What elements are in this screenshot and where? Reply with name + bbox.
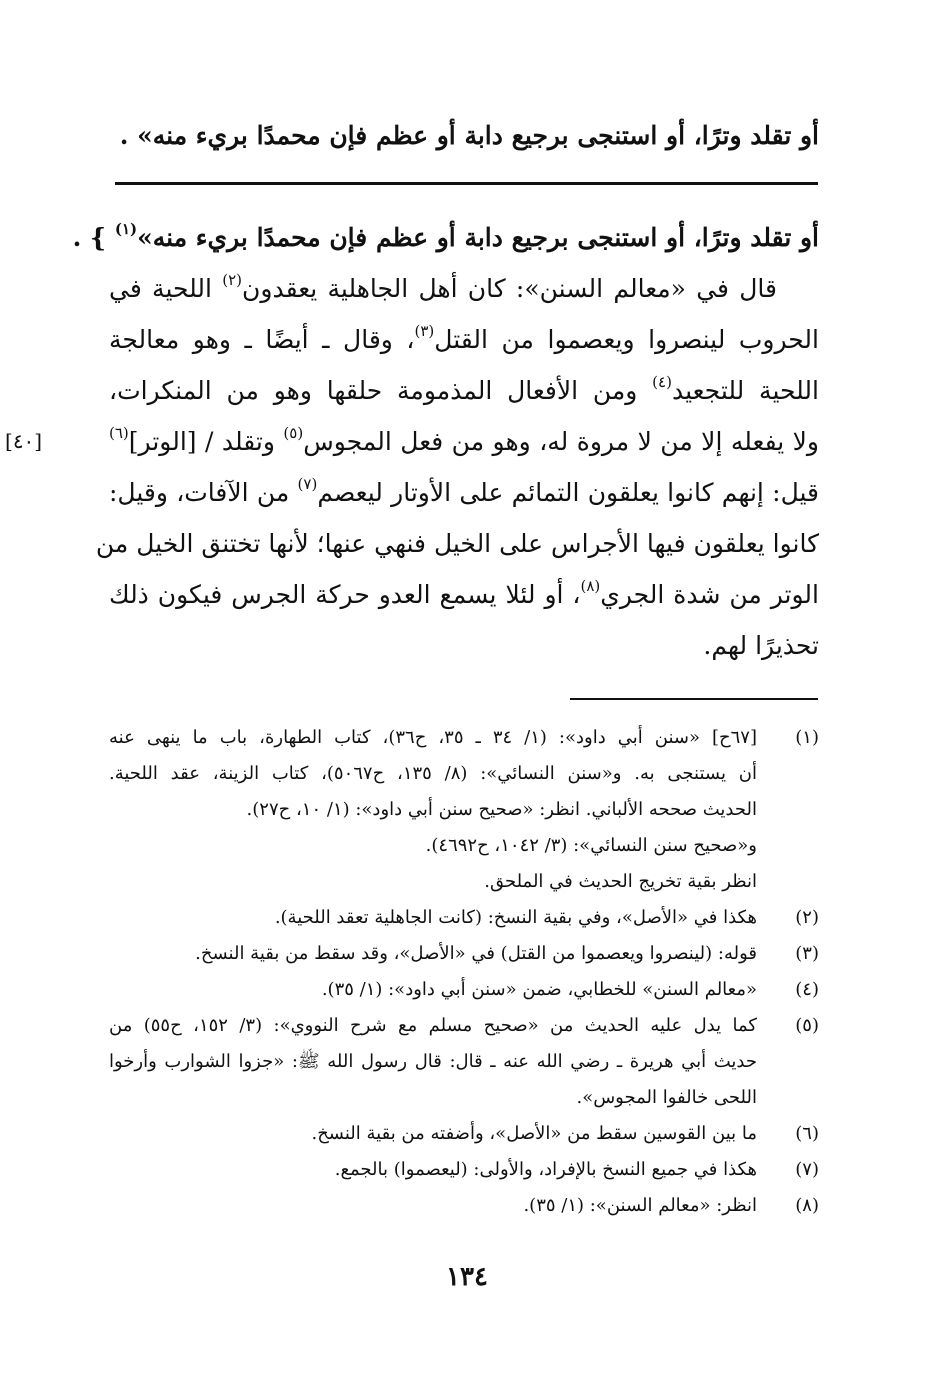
footnote-7 — [109, 1152, 819, 1188]
footnote-line: هكذا في «الأصل»، وفي بقية النسخ: (كانت الجاهلية تعقد اللحية). — [274, 907, 757, 928]
footnote-line: قوله: (لينصروا ويعصموا من القتل) في «الأصل»، وقد سقط من بقية النسخ. — [195, 943, 757, 964]
footnote-line: و«صحيح سنن النسائي»: (٣/ ١٠٤٢، ح٤٦٩٢). — [425, 835, 757, 856]
footnote-line: انظر: «معالم السنن»: (١/ ٣٥). — [523, 1195, 757, 1216]
footnote-8 — [109, 1188, 819, 1224]
header-rule — [115, 182, 818, 185]
footnote-number: (٧) — [795, 1159, 819, 1180]
footnote-2 — [109, 900, 819, 936]
hadith-end-text: أو تقلد وترًا، أو استنجى برجيع دابة أو عظم فإن محمدًا بريء منه» — [137, 223, 819, 252]
footnote-line: اللحى خالفوا المجوس». — [576, 1087, 757, 1108]
footnote-1 — [109, 720, 819, 900]
footnote-line: هكذا في جميع النسخ بالإفراد، والأولى: (ليعصموا) بالجمع. — [334, 1159, 757, 1180]
footnote-number: (٢) — [795, 907, 819, 928]
footnote-ref-2[interactable]: (٢) — [222, 271, 243, 289]
footnote-line: «معالم السنن» للخطابي، ضمن «سنن أبي داود»: (١/ ٣٥). — [321, 979, 757, 1000]
text-line-1 — [72, 212, 819, 263]
footnote-line: حديث أبي هريرة ـ رضي الله عنه ـ قال: قال رسول الله ﷺ: «جزوا الشوارب وأرخوا — [109, 1051, 757, 1072]
text-line-2: قال في «معالم السنن»: كان أهل الجاهلية يعقدون$^{(٢)}$ اللحية في — [109, 271, 778, 303]
footnote-line: ما بين القوسين سقط من «الأصل»، وأضفته من بقية النسخ. — [311, 1123, 757, 1144]
footnote-ref-7[interactable]: (٧) — [297, 475, 318, 493]
footnote-ref-5[interactable]: (٥) — [283, 424, 304, 442]
closing-brace: } . — [72, 223, 107, 252]
footnote-ref-4[interactable]: (٤) — [652, 373, 672, 391]
footnotes — [109, 720, 819, 1224]
text-line-9: تحذيرًا لهم. — [703, 631, 819, 660]
footnote-line: كما يدل عليه الحديث من «صحيح مسلم مع شرح النووي»: (٣/ ١٥٢، ح٥٥) من — [109, 1015, 757, 1036]
footnote-line: [٦٧ح] «سنن أبي داود»: (١/ ٣٤ ـ ٣٥، ح٣٦)، كتاب الطهارة، باب ما ينهى عنه — [109, 727, 758, 748]
running-head: أو تقلد وترًا، أو استنجى برجيع دابة أو عظم فإن محمدًا بريء منه» . — [119, 121, 819, 150]
footnote-ref-8[interactable]: (٨) — [580, 577, 601, 595]
footnote-ref-3[interactable]: (٣) — [414, 322, 435, 340]
page-number: ١٣٤ — [446, 1262, 488, 1292]
text-line-7: كانوا يعلقون فيها الأجراس على الخيل فنهي عنها؛ لأنها تختنق الخيل من — [95, 529, 819, 558]
footnote-number: (٣) — [795, 943, 819, 964]
footnote-line: أن يستنجى به. و«سنن النسائي»: (٨/ ١٣٥، ح٥٠٦٧)، كتاب الزينة، عقد اللحية. — [109, 763, 757, 784]
footnote-ref-6[interactable]: (٦) — [109, 424, 129, 442]
main-text — [5, 212, 819, 671]
text-line-5: ولا يفعله إلا من لا مروة له، وهو من فعل المجوس$^{(٥)}$ وتقلد / [الوتر]$^{(٦)}$ [٤٠] — [109, 416, 819, 467]
footnote-line: الحديث صححه الألباني. انظر: «صحيح سنن أبي داود»: (١/ ١٠، ح٢٧). — [246, 799, 757, 820]
footnote-number: (٦) — [795, 1123, 819, 1144]
footnote-5 — [109, 1008, 819, 1116]
text-line-4: اللحية للتجعيد$^{(٤)}$ ومن الأفعال المذمومة حلقها وهو من المنكرات، — [109, 373, 819, 405]
footnote-number: (٨) — [795, 1195, 819, 1216]
text-line-8: الوتر من شدة الجري$^{(٨)}$، أو لئلا يسمع العدو حركة الجرس فيكون ذلك — [109, 577, 819, 609]
footnote-number: (٤) — [795, 979, 819, 1000]
footnote-rule — [570, 698, 818, 700]
footnote-number: (٥) — [795, 1015, 819, 1036]
footnote-4 — [109, 972, 819, 1008]
footnote-ref-1[interactable]: (١) — [114, 220, 138, 238]
text-line-3: الحروب لينصروا ويعصموا من القتل$^{(٣)}$، وقال ـ أيضًا ـ وهو معالجة — [109, 322, 819, 354]
footnote-number: (١) — [795, 727, 819, 748]
footnote-3 — [109, 936, 819, 972]
text-line-6: قيل: إنهم كانوا يعلقون التمائم على الأوتار ليعصم$^{(٧)}$ من الآفات، وقيل: — [109, 475, 819, 507]
footnote-line: انظر بقية تخريج الحديث في الملحق. — [484, 871, 757, 892]
manuscript-folio-marker: [٤٠] — [5, 429, 43, 453]
footnote-6 — [109, 1116, 819, 1152]
